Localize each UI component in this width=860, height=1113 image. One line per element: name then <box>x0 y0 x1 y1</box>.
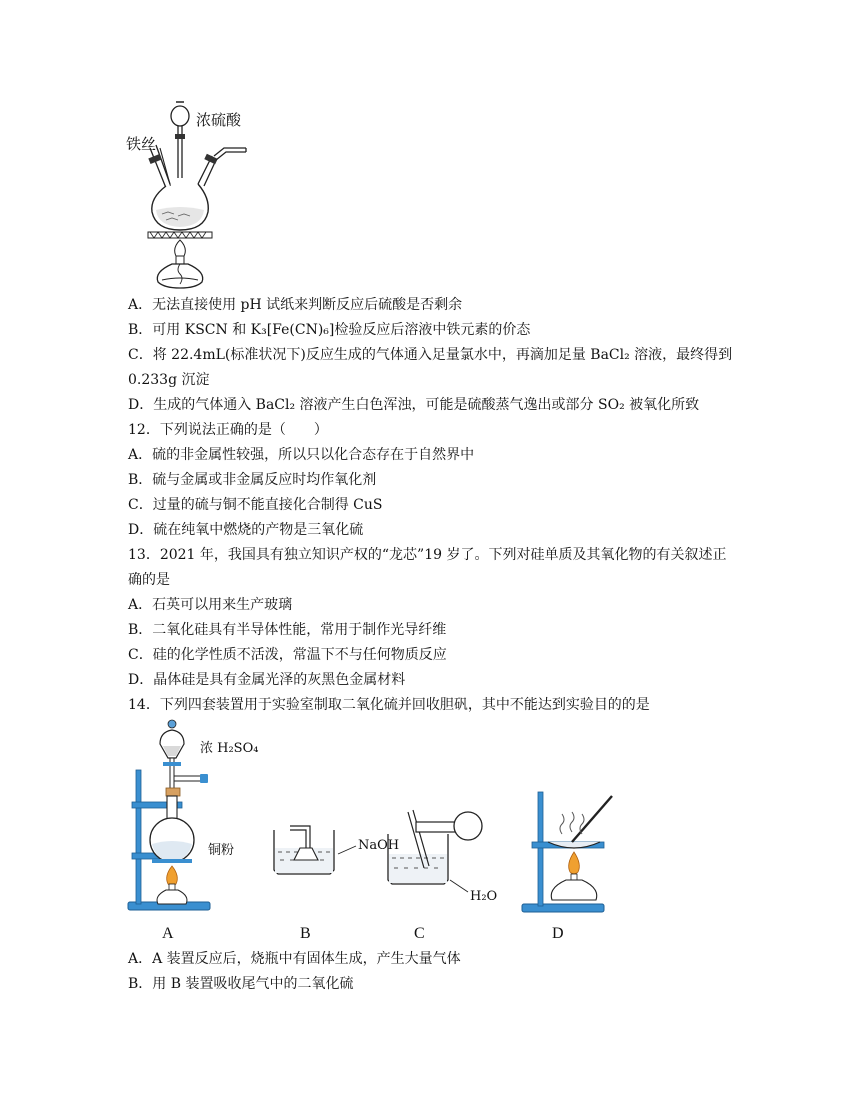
q12-option-c: C．过量的硫与铜不能直接化合制得 CuS <box>128 497 383 513</box>
q12-option-a: A．硫的非金属性较强，所以只以化合态存在于自然界中 <box>128 447 475 463</box>
q13-option-a: A．石英可以用来生产玻璃 <box>128 597 293 613</box>
q12-stem: 12．下列说法正确的是（ ） <box>128 422 328 438</box>
figure1-label-acid: 浓硫酸 <box>196 111 242 129</box>
apparatus-c <box>388 810 482 892</box>
figure1-label-wire: 铁丝 <box>126 135 157 153</box>
q13-stem: 13．2021 年，我国具有独立知识产权的“龙芯”19 岁了。下列对硅单质及其氧化物的有关叙述正 <box>128 547 727 563</box>
q12-option-b: B．硫与金属或非金属反应时均作氧化剂 <box>128 472 377 488</box>
q11-option-b: B．可用 KSCN 和 K₃[Fe(CN)₆]检验反应后溶液中铁元素的价态 <box>128 322 531 338</box>
apparatus-b <box>274 826 356 874</box>
letter-b: B <box>300 925 311 942</box>
label-copper-powder: 铜粉 <box>208 843 235 858</box>
letter-a: A <box>162 925 174 942</box>
letter-d: D <box>552 925 564 942</box>
q13-option-c: C．硅的化学性质不活泼，常温下不与任何物质反应 <box>128 647 447 663</box>
q14-option-a: A．A 装置反应后，烧瓶中有固体生成，产生大量气体 <box>128 951 461 967</box>
apparatus-d <box>522 792 612 912</box>
q11-option-c: C．将 22.4mL(标准状况下)反应生成的气体通入足量氯水中，再滴加足量 BaCl₂ 溶液，最终得到 <box>128 347 733 363</box>
q13-option-d: D．晶体硅是具有金属光泽的灰黑色金属材料 <box>128 672 406 688</box>
q11-option-d: D．生成的气体通入 BaCl₂ 溶液产生白色浑浊，可能是硫酸蒸气逸出或部分 SO₂ 被氧化所致 <box>128 397 700 413</box>
label-naoh: NaOH <box>358 838 400 853</box>
letter-c: C <box>414 925 425 942</box>
apparatus-a <box>128 720 210 910</box>
q13-stem-cont: 确的是 <box>128 572 170 588</box>
q13-option-b: B．二氧化硅具有半导体性能，常用于制作光导纤维 <box>128 622 447 638</box>
q14-stem: 14．下列四套装置用于实验室制取二氧化硫并回收胆矾，其中不能达到实验目的的是 <box>128 697 650 713</box>
label-conc-h2so4: 浓 H₂SO₄ <box>200 741 259 756</box>
figure-four-apparatus <box>124 718 624 943</box>
q14-option-b: B．用 B 装置吸收尾气中的二氧化硫 <box>128 976 354 992</box>
label-water: H₂O <box>470 889 498 904</box>
q11-option-c-cont: 0.233g 沉淀 <box>128 372 210 388</box>
q11-option-a: A．无法直接使用 pH 试纸来判断反应后硫酸是否剩余 <box>128 297 463 313</box>
q12-option-d: D．硫在纯氧中燃烧的产物是三氧化硫 <box>128 522 364 538</box>
